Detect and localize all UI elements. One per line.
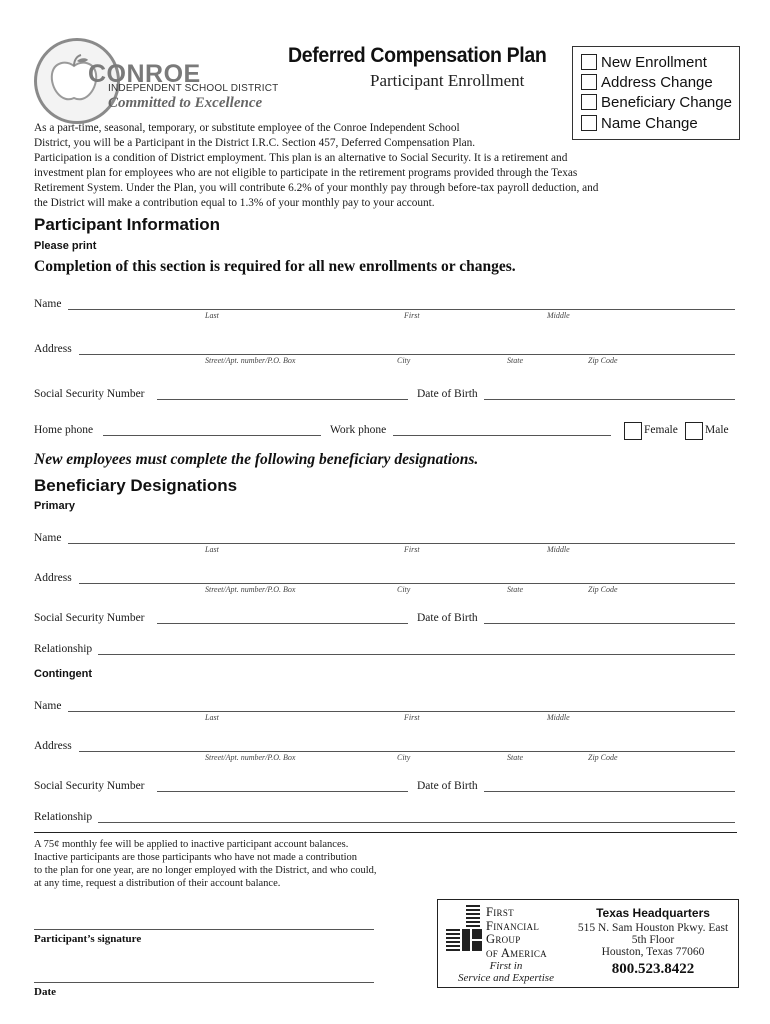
- zip-sublabel: Zip Code: [588, 356, 618, 365]
- work-phone-label: Work phone: [330, 424, 387, 436]
- zip-sublabel: Zip Code: [588, 753, 618, 762]
- participant-info-heading: Participant Information: [34, 215, 221, 234]
- participant-address-field[interactable]: [79, 354, 735, 355]
- contingent-relationship-field[interactable]: [98, 822, 735, 823]
- intro-line: District, you will be a Participant in the District I.R.C. Section 457, Deferred Compensation Plan.: [34, 137, 476, 149]
- dob-label: Date of Birth: [417, 612, 478, 624]
- provider-info-box: [437, 899, 739, 988]
- zip-sublabel: Zip Code: [588, 585, 618, 594]
- new-enrollment-label: New Enrollment: [601, 53, 707, 71]
- signature-date-field[interactable]: [34, 982, 374, 983]
- contingent-dob-field[interactable]: [484, 791, 735, 792]
- first-sublabel: First: [404, 545, 420, 554]
- male-label: Male: [705, 424, 729, 436]
- primary-name-field[interactable]: [68, 543, 735, 544]
- relationship-label: Relationship: [34, 811, 93, 823]
- hq-title: Texas Headquarters: [596, 906, 710, 920]
- primary-ssn-field[interactable]: [157, 623, 408, 624]
- last-sublabel: Last: [205, 545, 219, 554]
- hq-address-line: 5th Floor: [631, 934, 675, 946]
- ffga-logo-icon: [444, 905, 484, 955]
- intro-line: investment plan for employees who are not eligible to participate in the retirement programs provided through the Texas: [34, 167, 578, 179]
- ffga-name-line: of America: [486, 945, 547, 960]
- fee-line: at any time, request a distribution of their account balance.: [34, 878, 281, 889]
- new-enrollment-option: [581, 52, 707, 72]
- ssn-label: Social Security Number: [34, 388, 145, 400]
- work-phone-field[interactable]: [393, 435, 611, 436]
- primary-address-field[interactable]: [79, 583, 735, 584]
- address-label: Address: [34, 740, 72, 752]
- contingent-name-field[interactable]: [68, 711, 735, 712]
- fee-line: Inactive participants are those participants who have not made a contribution: [34, 852, 358, 863]
- district-logo-name: CONROE: [88, 60, 201, 88]
- section-divider: [34, 832, 737, 833]
- state-sublabel: State: [507, 753, 523, 762]
- tagline-line: First in: [489, 960, 523, 972]
- city-sublabel: City: [397, 356, 411, 365]
- dob-label: Date of Birth: [417, 780, 478, 792]
- city-sublabel: City: [397, 585, 411, 594]
- intro-line: Retirement System. Under the Plan, you will contribute 6.2% of your monthly pay through before-tax payroll deduction, and: [34, 182, 599, 194]
- middle-sublabel: Middle: [547, 311, 570, 320]
- middle-sublabel: Middle: [547, 713, 570, 722]
- beneficiary-change-checkbox[interactable]: [581, 94, 597, 110]
- hq-phone: 800.523.8422: [611, 961, 695, 977]
- name-label: Name: [34, 700, 62, 712]
- inactive-fee-note: [34, 838, 454, 890]
- street-sublabel: Street/Apt. number/P.O. Box: [205, 356, 296, 365]
- male-checkbox[interactable]: [685, 422, 703, 440]
- participant-signature-field[interactable]: [34, 929, 374, 930]
- contingent-ssn-field[interactable]: [157, 791, 408, 792]
- address-change-option: [581, 72, 713, 92]
- ffga-tagline: [446, 960, 566, 984]
- form-title: Deferred Compensation Plan: [288, 44, 547, 67]
- home-phone-field[interactable]: [103, 435, 321, 436]
- ffga-name-line: First: [486, 905, 514, 919]
- beneficiary-heading: Beneficiary Designations: [34, 476, 238, 495]
- primary-dob-field[interactable]: [484, 623, 735, 624]
- participant-ssn-field[interactable]: [157, 399, 408, 400]
- ssn-label: Social Security Number: [34, 612, 145, 624]
- participant-dob-field[interactable]: [484, 399, 735, 400]
- first-sublabel: First: [404, 713, 420, 722]
- primary-relationship-field[interactable]: [98, 654, 735, 655]
- state-sublabel: State: [507, 585, 523, 594]
- middle-sublabel: Middle: [547, 545, 570, 554]
- address-label: Address: [34, 343, 72, 355]
- ssn-label: Social Security Number: [34, 780, 145, 792]
- name-label: Name: [34, 532, 62, 544]
- last-sublabel: Last: [205, 311, 219, 320]
- name-change-label: Name Change: [601, 114, 698, 132]
- date-label: Date: [34, 986, 56, 998]
- address-change-label: Address Change: [601, 73, 713, 91]
- hq-address-line: Houston, Texas 77060: [601, 946, 705, 958]
- district-motto: Committed to Excellence: [108, 95, 263, 111]
- district-logo-subtitle: INDEPENDENT SCHOOL DISTRICT: [108, 83, 279, 94]
- beneficiary-change-option: [581, 92, 732, 112]
- first-sublabel: First: [404, 311, 420, 320]
- fee-line: A 75¢ monthly fee will be applied to inactive participant account balances.: [34, 839, 349, 850]
- address-label: Address: [34, 572, 72, 584]
- beneficiary-change-label: Beneficiary Change: [601, 93, 732, 111]
- primary-heading: Primary: [34, 500, 75, 512]
- required-section-note: Completion of this section is required for all new enrollments or changes.: [34, 258, 516, 275]
- address-change-checkbox[interactable]: [581, 74, 597, 90]
- fee-line: to the plan for one year, are no longer employed with the District, and who could,: [34, 865, 377, 876]
- ffga-name-line: Financial: [486, 918, 540, 933]
- contingent-heading: Contingent: [34, 668, 93, 680]
- new-enrollment-checkbox[interactable]: [581, 54, 597, 70]
- intro-line: As a part-time, seasonal, temporary, or substitute employee of the Conroe Independent School: [34, 122, 460, 134]
- headquarters-info: [570, 906, 736, 978]
- last-sublabel: Last: [205, 713, 219, 722]
- street-sublabel: Street/Apt. number/P.O. Box: [205, 753, 296, 762]
- contingent-address-field[interactable]: [79, 751, 735, 752]
- participant-signature-label: Participant’s signature: [34, 933, 142, 945]
- dob-label: Date of Birth: [417, 388, 478, 400]
- form-subtitle: Participant Enrollment: [370, 71, 525, 90]
- ffga-name-line: Group: [486, 932, 521, 946]
- please-print-note: Please print: [34, 240, 97, 252]
- intro-line: Participation is a condition of District employment. This plan is an alternative to Social Security. It is a retirement and: [34, 152, 568, 164]
- hq-address-line: 515 N. Sam Houston Pkwy. East: [577, 922, 729, 934]
- relationship-label: Relationship: [34, 643, 93, 655]
- street-sublabel: Street/Apt. number/P.O. Box: [205, 585, 296, 594]
- home-phone-label: Home phone: [34, 424, 94, 436]
- female-checkbox[interactable]: [624, 422, 642, 440]
- intro-line: the District will make a contribution equal to 1.3% of your monthly pay to your account.: [34, 197, 435, 209]
- state-sublabel: State: [507, 356, 523, 365]
- female-label: Female: [644, 424, 678, 436]
- tagline-line: Service and Expertise: [458, 972, 554, 984]
- beneficiary-required-note: New employees must complete the following beneficiary designations.: [34, 451, 479, 468]
- ffga-name: [486, 906, 547, 960]
- name-label: Name: [34, 298, 62, 310]
- participant-name-field[interactable]: [68, 309, 735, 310]
- city-sublabel: City: [397, 753, 411, 762]
- intro-paragraph: [34, 121, 746, 211]
